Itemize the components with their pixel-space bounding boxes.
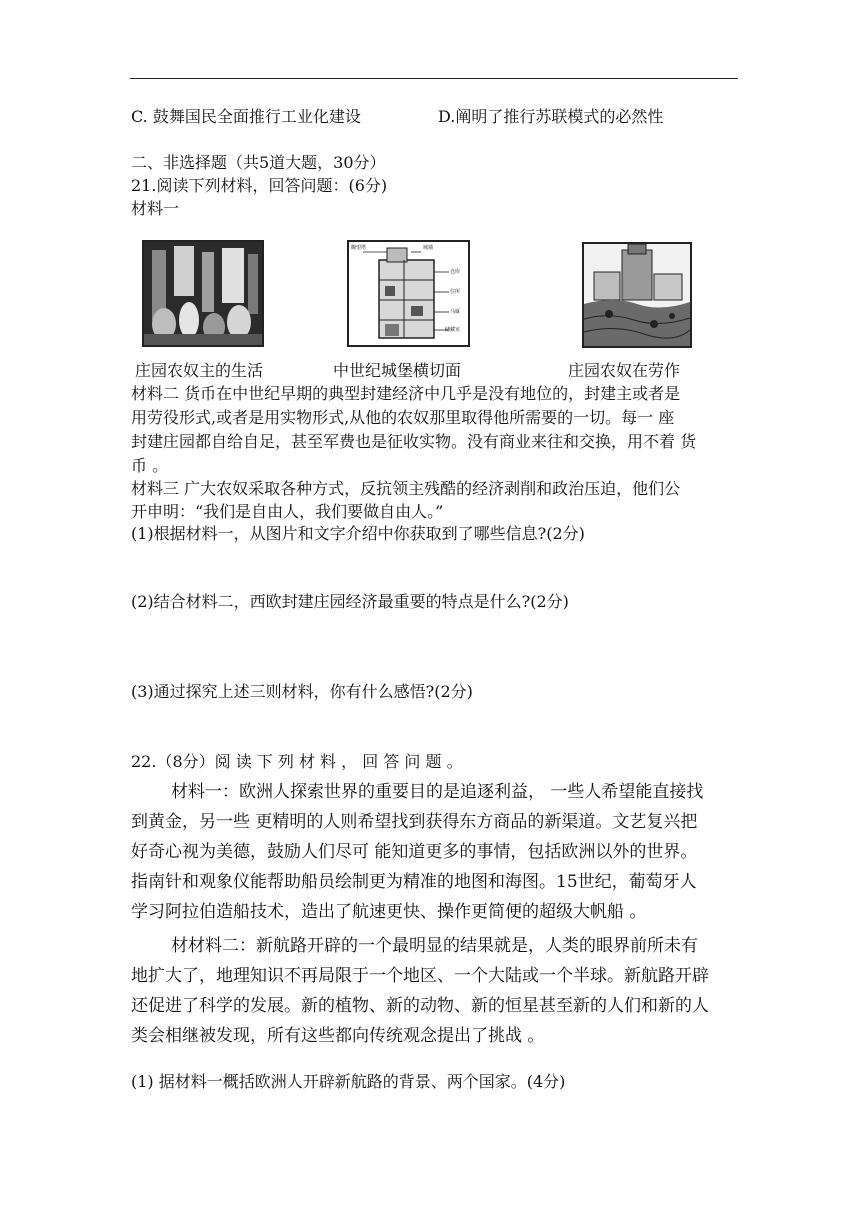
q21-material2-line: 用劳役形式,或者是用实物形式,从他的农奴那里取得他所需要的一切。每一 座	[131, 408, 675, 427]
q21-material1-label: 材料一	[131, 199, 180, 218]
q22-question-1: (1) 据材料一概括欧洲人开辟新航路的背景、两个国家。(4分)	[131, 1072, 566, 1091]
castle-label-storehouse: 仓库	[450, 269, 461, 275]
castle-label-stable: 马厩	[450, 309, 461, 315]
q22-material1-line: 指南针和观象仪能帮助船员绘制更为精准的地图和海图。15世纪，葡萄牙人	[131, 872, 697, 892]
option-c: C. 鼓舞国民全面推行工业化建设	[131, 107, 361, 126]
q21-material2-line: 材料二 货币在中世纪早期的典型封建经济中几乎是没有地位的，封建主或者是	[131, 384, 681, 403]
image3-caption: 庄园农奴在劳作	[568, 361, 681, 380]
section-heading: 二、非选择题（共5道大题，30分）	[131, 153, 386, 172]
q21-question-2: (2)结合材料二，西欧封建庄园经济最重要的特点是什么?(2分)	[131, 592, 569, 611]
q21-material3-line: 材料三 广大农奴采取各种方式，反抗领主残酷的经济剥削和政治压迫，他们公	[131, 479, 681, 498]
castle-label-wall: 城墙	[423, 245, 434, 251]
castle-label-storeroom: 储藏室	[445, 327, 461, 333]
q22-material2-line: 类会相继被发现，所有这些都向传统观念提出了挑战 。	[131, 1026, 545, 1046]
q22-stem: 22.（8分）阅 读 下 列 材 料 ， 回 答 问 题 。	[131, 752, 463, 771]
q22-material2-line: 地扩大了，地理知识不再局限于一个地区、一个大陆或一个半球。新航路开辟	[131, 966, 709, 986]
q21-stem: 21.阅读下列材料，回答问题：(6分)	[131, 176, 388, 195]
q21-material2-line: 币 。	[131, 456, 169, 475]
q21-question-1: (1)根据材料一，从图片和文字介绍中你获取到了哪些信息?(2分)	[131, 524, 585, 543]
manor-lord-life-image	[142, 240, 264, 347]
header-rule	[130, 78, 738, 79]
q22-material1-line: 到黄金，另一些 更精明的人则希望找到获得东方商品的新渠道。文艺复兴把	[131, 812, 698, 832]
q21-material2-line: 封建庄园都自给自足，甚至军费也是征收实物。没有商业来往和交换，用不着 货	[131, 432, 697, 451]
q22-material2-line: 材材料二：新航路开辟的一个最明显的结果就是，人类的眼界前所未有	[171, 936, 698, 956]
image2-caption: 中世纪城堡横切面	[333, 361, 462, 380]
q21-material3-line: 开申明：“我们是自由人，我们要做自由人。”	[131, 502, 444, 521]
q21-question-3: (3)通过探究上述三则材料，你有什么感悟?(2分)	[131, 682, 473, 701]
q22-material1-line: 材料一：欧洲人探索世界的重要目的是追逐利益， 一些人希望能直接找	[171, 782, 704, 802]
option-d: D.阐明了推行苏联模式的必然性	[438, 107, 664, 126]
castle-label-watchtower: 瞭望塔	[351, 245, 367, 251]
castle-cross-section-image	[347, 240, 470, 347]
castle-label-residence: 住所	[450, 289, 461, 295]
q22-material1-line: 好奇心视为美德，鼓励人们尽可 能知道更多的事情，包括欧洲以外的世界。	[131, 842, 698, 862]
q22-material2-line: 还促进了科学的发展。新的植物、新的动物、新的恒星甚至新的人们和新的人	[131, 996, 709, 1016]
q22-material1-line: 学习阿拉伯造船技术，造出了航速更快、操作更简便的超级大帆船 。	[131, 902, 647, 922]
serfs-working-image	[582, 242, 692, 348]
image1-caption: 庄园农奴主的生活	[135, 361, 264, 380]
